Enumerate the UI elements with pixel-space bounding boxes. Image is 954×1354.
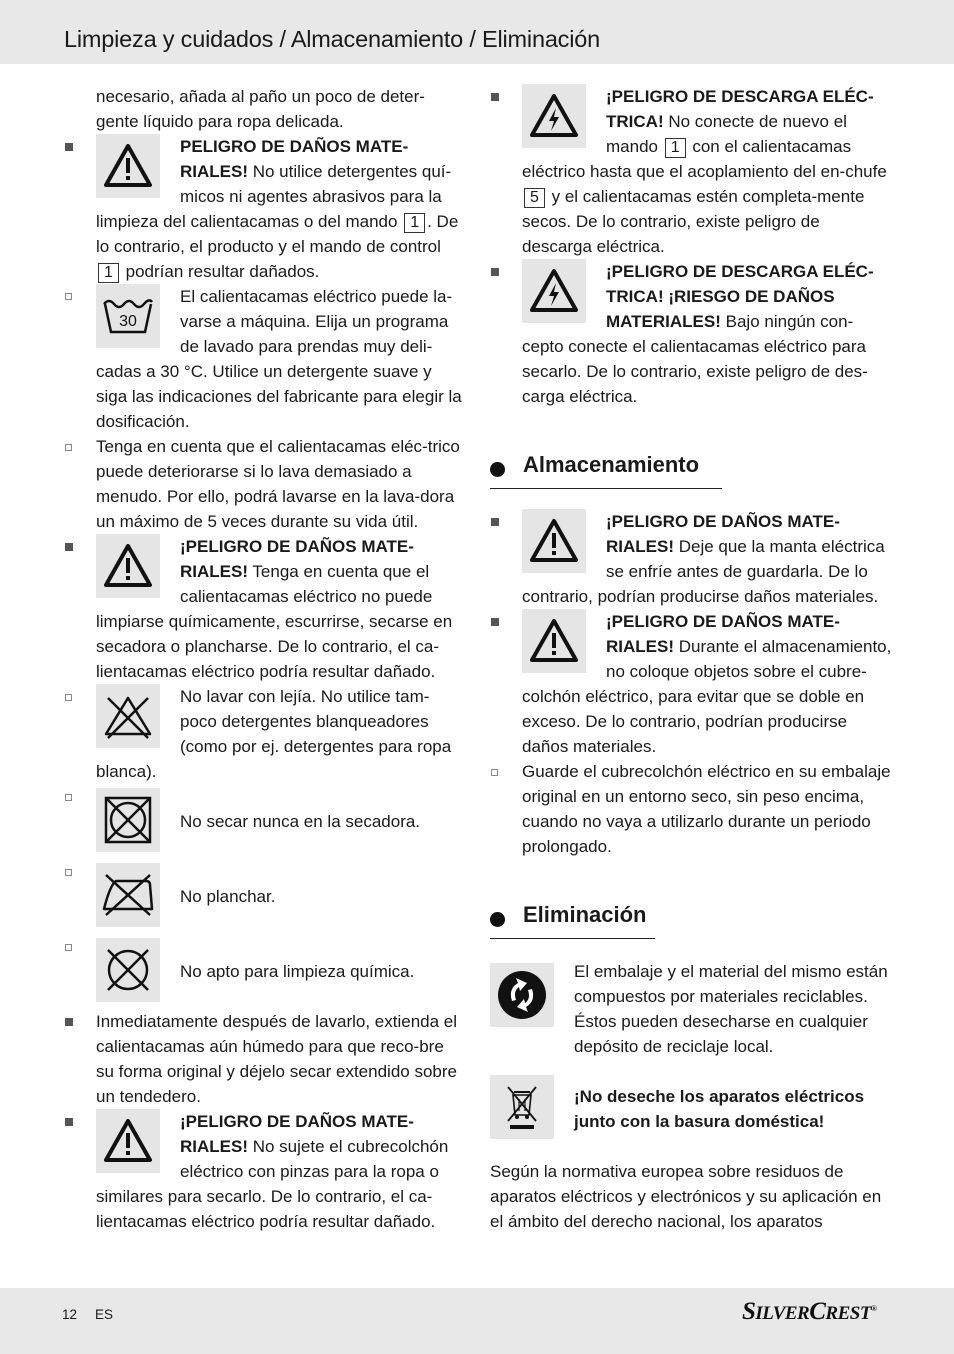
bullet-filled <box>491 518 499 526</box>
electric-shock-warning-icon <box>522 84 586 148</box>
warning-label: ¡PELIGRO DE DESCARGA ELÉC-TRICA! <box>606 87 874 131</box>
page-title: Limpieza y cuidados / Almacenamiento / Eliminación <box>64 26 600 52</box>
warning-text: Deje que la manta eléctrica se enfríe antes de guardarla. De lo contrario, podrían producirse daños materiales. <box>522 537 885 606</box>
no-bleach-item <box>96 684 462 784</box>
language-code: ES <box>95 1307 114 1322</box>
bullet-open <box>491 769 498 776</box>
warning-text: podrían resultar dañados. <box>120 262 320 281</box>
warning-triangle-icon <box>522 609 586 673</box>
bullet-filled <box>65 1118 73 1126</box>
warning-clothespins-item <box>96 1109 462 1234</box>
wash-text: El calientacamas eléctrico puede la-varse a máquina. Elija un programa de lavado para prendas muy deli-cadas a 30 °C. Utilice un detergente suave y siga las indicaciones del fabricante para elegir la dosificación. <box>96 287 462 431</box>
no-tumble-dry-icon <box>96 788 160 852</box>
section-heading-disposal <box>490 900 655 939</box>
heading-bullet-icon <box>490 912 505 927</box>
warning-text: . De lo contrario, el producto y el mando de control <box>96 212 459 256</box>
recycling-text: El embalaje y el material del mismo están compuestos por materiales reciclables. Éstos pueden desecharse en cualquier depósito de reciclaje local. <box>574 962 888 1056</box>
ref-number-box: 1 <box>98 263 119 283</box>
bullet-open <box>65 694 72 701</box>
recycling-icon <box>490 963 554 1027</box>
bullet-filled <box>491 268 499 276</box>
warning-shock-item <box>522 84 892 259</box>
ref-number-box: 1 <box>404 213 425 233</box>
silvercrest-logo: SILVERCREST® <box>742 1298 877 1325</box>
warning-triangle-icon <box>96 134 160 198</box>
machine-wash-30-icon <box>96 284 160 348</box>
bullet-filled <box>65 143 73 151</box>
svg-text:30: 30 <box>119 313 137 330</box>
page-number: 12 <box>62 1307 78 1322</box>
warning-cooldown-item <box>522 509 892 609</box>
bullet-open <box>65 869 72 876</box>
bullet-open <box>65 944 72 951</box>
no-iron-icon <box>96 863 160 927</box>
bullet-open <box>65 794 72 801</box>
warning-label: ¡PELIGRO DE DESCARGA ELÉC-TRICA! ¡RIESGO DE DAÑOS MATERIALES! <box>606 262 874 331</box>
wash-limit-text: Tenga en cuenta que el calientacamas eléc-trico puede deteriorarse si lo lava demasiado a menudo. Por ello, podrá lavarse en la lava-dora un máximo de 5 veces durante su vida útil. <box>96 437 460 531</box>
warning-dry-clean-item <box>96 534 462 684</box>
warning-triangle-icon <box>96 534 160 598</box>
warning-storage-item <box>522 609 892 759</box>
warning-text: Durante el almacenamiento, no coloque objetos sobre el cubre-colchón eléctrico, para evitar que se doble en exceso. De lo contrario, podrían producirse daños materiales. <box>522 637 892 756</box>
warning-text: No utilice detergentes quí-micos ni agentes abrasivos para la limpieza del calientacamas o del mando <box>96 162 452 231</box>
bullet-filled <box>491 618 499 626</box>
page-header <box>0 0 954 64</box>
paragraph-intro: necesario, añada al paño un poco de deter-gente líquido para ropa delicada. <box>96 87 425 131</box>
drying-text: Inmediatamente después de lavarlo, extienda el calientacamas aún húmedo para que reco-bre su forma original y déjelo secar extendido sobre un tendedero. <box>96 1012 458 1106</box>
storage-text: Guarde el cubrecolchón eléctrico en su embalaje original en un entorno seco, sin peso encima, cuando no vaya a utilizarlo durante un periodo prolongado. <box>522 762 891 856</box>
weee-regulation-text: Según la normativa europea sobre residuos de aparatos eléctricos y electrónicos y su aplicación en el ámbito del derecho nacional, los aparatos <box>490 1162 882 1231</box>
ref-number-box: 1 <box>665 138 686 158</box>
warning-triangle-icon <box>522 509 586 573</box>
no-tumble-dry-text: No secar nunca en la secadora. <box>180 812 421 831</box>
warning-shock-drying-item <box>522 259 892 409</box>
warning-text: con el calientacamas eléctrico hasta que el acoplamiento del en-chufe <box>522 137 887 181</box>
warning-text: No conecte de nuevo el mando <box>606 112 847 156</box>
warning-label: ¡PELIGRO DE DAÑOS MATE-RIALES! <box>606 512 840 556</box>
section-heading-storage <box>490 450 722 489</box>
bullet-open <box>65 293 72 300</box>
electric-shock-warning-icon <box>522 259 586 323</box>
heading-bullet-icon <box>490 462 505 477</box>
heading-text: Eliminación <box>523 902 647 927</box>
bullet-open <box>65 444 72 451</box>
no-dry-clean-text: No apto para limpieza química. <box>180 962 415 981</box>
no-dry-clean-icon <box>96 938 160 1002</box>
warning-text: Bajo ningún con-cepto conecte el calientacamas eléctrico para secarlo. De lo contrario, existe peligro de des-carga eléctrica. <box>522 312 868 406</box>
weee-warning-text: ¡No deseche los aparatos eléctricos junto con la basura doméstica! <box>574 1087 865 1131</box>
bullet-filled <box>491 93 499 101</box>
heading-text: Almacenamiento <box>523 452 700 477</box>
warning-label: ¡PELIGRO DE DAÑOS MATE-RIALES! <box>606 612 840 656</box>
warning-text: Tenga en cuenta que el calientacamas eléctrico no puede limpiarse químicamente, escurrirse, secarse en secadora o plancharse. De lo contrario, el ca-lientacamas eléctrico podría resultar dañado. <box>96 562 453 681</box>
warning-text: y el calientacamas estén completa-mente secos. De lo contrario, existe peligro de descarga eléctrica. <box>522 187 865 256</box>
bullet-filled <box>65 543 73 551</box>
warning-chemicals-item <box>96 134 462 284</box>
warning-text: No sujete el cubrecolchón eléctrico con pinzas para la ropa o similares para secarlo. De lo contrario, el ca-lientacamas eléctrico podría resultar dañado. <box>96 1137 449 1231</box>
no-bleach-text: No lavar con lejía. No utilice tam-poco detergentes blanqueadores (como por ej. detergentes para ropa blanca). <box>96 687 452 781</box>
wash-instruction-item <box>96 284 462 434</box>
bullet-filled <box>65 1018 73 1026</box>
warning-label: ¡PELIGRO DE DAÑOS MATE-RIALES! <box>180 537 414 581</box>
no-iron-text: No planchar. <box>180 887 276 906</box>
ref-number-box: 5 <box>524 188 545 208</box>
no-bleach-icon <box>96 684 160 748</box>
warning-triangle-icon <box>96 1109 160 1173</box>
warning-label: PELIGRO DE DAÑOS MATE-RIALES! <box>180 137 409 181</box>
warning-label: ¡PELIGRO DE DAÑOS MATE-RIALES! <box>180 1112 414 1156</box>
crossed-bin-icon <box>490 1075 554 1139</box>
